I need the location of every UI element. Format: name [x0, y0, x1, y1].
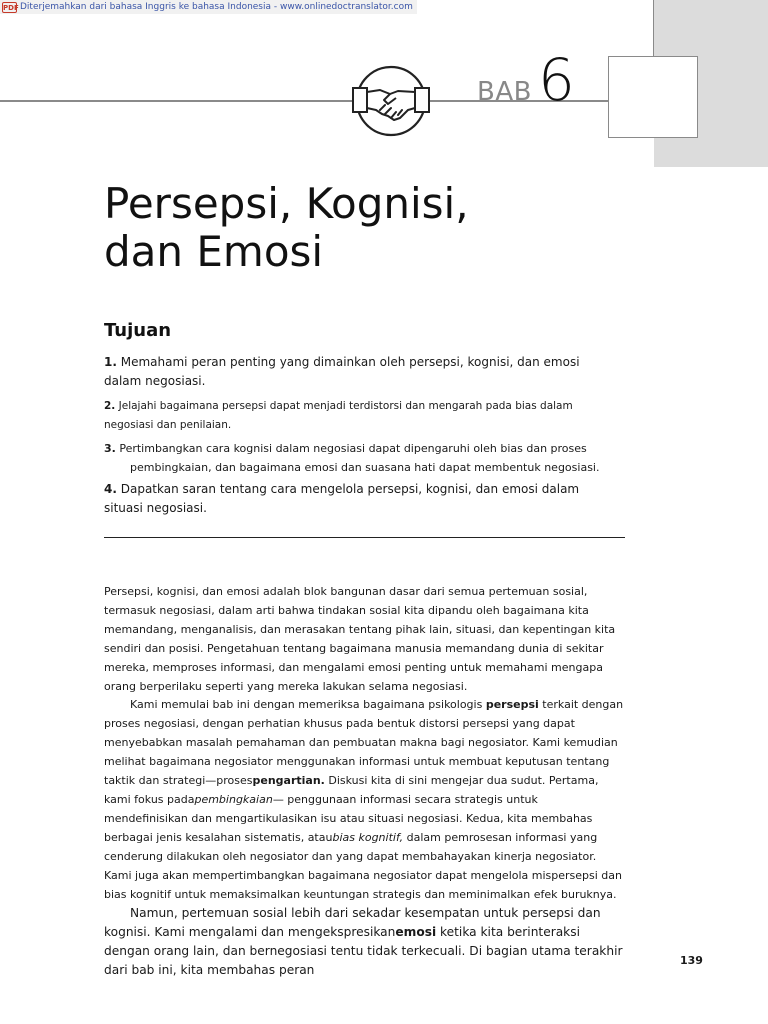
objective-item: [104, 353, 619, 391]
objective-number: 1.: [104, 355, 117, 369]
body-paragraph-1: Persepsi, kognisi, dan emosi adalah blok bangunan dasar dari semua pertemuan sosial, termasuk negosiasi, dalam arti bahwa tindakan sosial kita dipandu oleh bagaimana kita memandang, menganalisis, dan merasakan tentang pihak lain, situasi, dan kepentingan kita sendiri dan posisi. Pengetahuan tentang bagaimana manusia memandang dunia di sekitar mereka, memproses informasi, dan mengalami emosi penting untuk memahami mengapa orang berperilaku seperti yang mereka lakukan selama negosiasi.: [104, 585, 616, 693]
italic-term: pembingkaian: [194, 792, 273, 806]
text-run: — penggunaan informasi secara strategis untuk mendefinisikan dan mengartikulasikan isu atau situasi negosiasi. Kedua, kita membahas berbagai jenis kesalahan sistematis, atau: [104, 792, 593, 844]
objective-number: 3.: [104, 442, 116, 455]
body-paragraph-3: [104, 904, 625, 980]
text-run: ketika kita berinteraksi dengan orang lain, dan bernegosiasi tentu tidak terkecuali. Di bagian utama terakhir dari bab ini, kita membahas peran: [104, 925, 623, 978]
text-run: Namun, pertemuan sosial lebih dari sekadar kesempatan untuk persepsi dan kognisi. Kami mengalami dan mengekspresikan: [104, 906, 601, 940]
objectives-heading: Tujuan: [104, 320, 172, 341]
body-text: [104, 583, 625, 980]
chapter-number: 6: [537, 46, 575, 114]
chapter-title-line2: dan Emosi: [104, 227, 324, 276]
text-run: terkait dengan proses negosiasi, dengan perhatian khusus pada bentuk distorsi persepsi yang dapat menyebabkan masalah pemahaman dan pembuatan makna bagi negosiator. Kami kemudian melihat bagaimana negosiator menggunakan informasi untuk membuat keputusan tentang taktik dan strategi—proses: [104, 698, 624, 788]
text-run: Kami memulai bab ini dengan memeriksa bagaimana psikologis: [130, 698, 486, 712]
objective-number: 2.: [104, 400, 116, 412]
chapter-tab-divider: [653, 0, 654, 57]
chapter-box: [608, 56, 698, 138]
objective-item: [104, 480, 619, 518]
translator-banner[interactable]: [0, 0, 417, 14]
objective-number: 4.: [104, 482, 117, 496]
chapter-word: BAB: [477, 77, 532, 107]
pdf-icon: PDF: [3, 3, 19, 12]
page-number: 139: [680, 954, 703, 967]
section-divider: [104, 537, 625, 538]
chapter-title: [104, 180, 604, 276]
bold-term: emosi: [395, 925, 437, 940]
italic-term: bias kognitif,: [332, 830, 404, 844]
objective-text-continued: pembingkaian, dan bagaimana emosi dan suasana hati dapat membentuk negosiasi.: [130, 461, 600, 474]
bold-term: pengartian.: [252, 774, 325, 788]
text-run: Diskusi kita di sini mengejar dua sudut. Pertama, kami fokus pada: [104, 774, 599, 806]
chapter-label: [477, 46, 575, 114]
objective-text: Memahami peran penting yang dimainkan oleh persepsi, kognisi, dan emosi dalam negosiasi.: [104, 355, 580, 388]
chapter-title-line1: Persepsi, Kognisi,: [104, 179, 469, 228]
text-run: dalam pemrosesan informasi yang cenderung dilakukan oleh negosiator dan yang dapat membahayakan kinerja negosiator. Kami juga akan mempertimbangkan bagaimana negosiator dapat mengelola mispersepsi dan bias kognitif untuk memaksimalkan keuntungan strategis dan meminimalkan efek buruknya.: [104, 830, 623, 901]
bold-term: persepsi: [485, 698, 539, 712]
objective-text: Jelajahi bagaimana persepsi dapat menjadi terdistorsi dan mengarah pada bias dalam negosiasi dan penilaian.: [104, 400, 573, 431]
body-paragraph-2: [104, 696, 625, 904]
handshake-icon: [350, 64, 432, 138]
objective-item: [104, 397, 619, 435]
objective-item: [104, 439, 619, 477]
objective-text: Dapatkan saran tentang cara mengelola persepsi, kognisi, dan emosi dalam situasi negosiasi.: [104, 482, 580, 515]
objective-text: Pertimbangkan cara kognisi dalam negosiasi dapat dipengaruhi oleh bias dan proses: [115, 442, 587, 455]
translator-banner-text[interactable]: Diterjemahkan dari bahasa Inggris ke bahasa Indonesia - www.onlinedoctranslator.com: [20, 2, 413, 12]
